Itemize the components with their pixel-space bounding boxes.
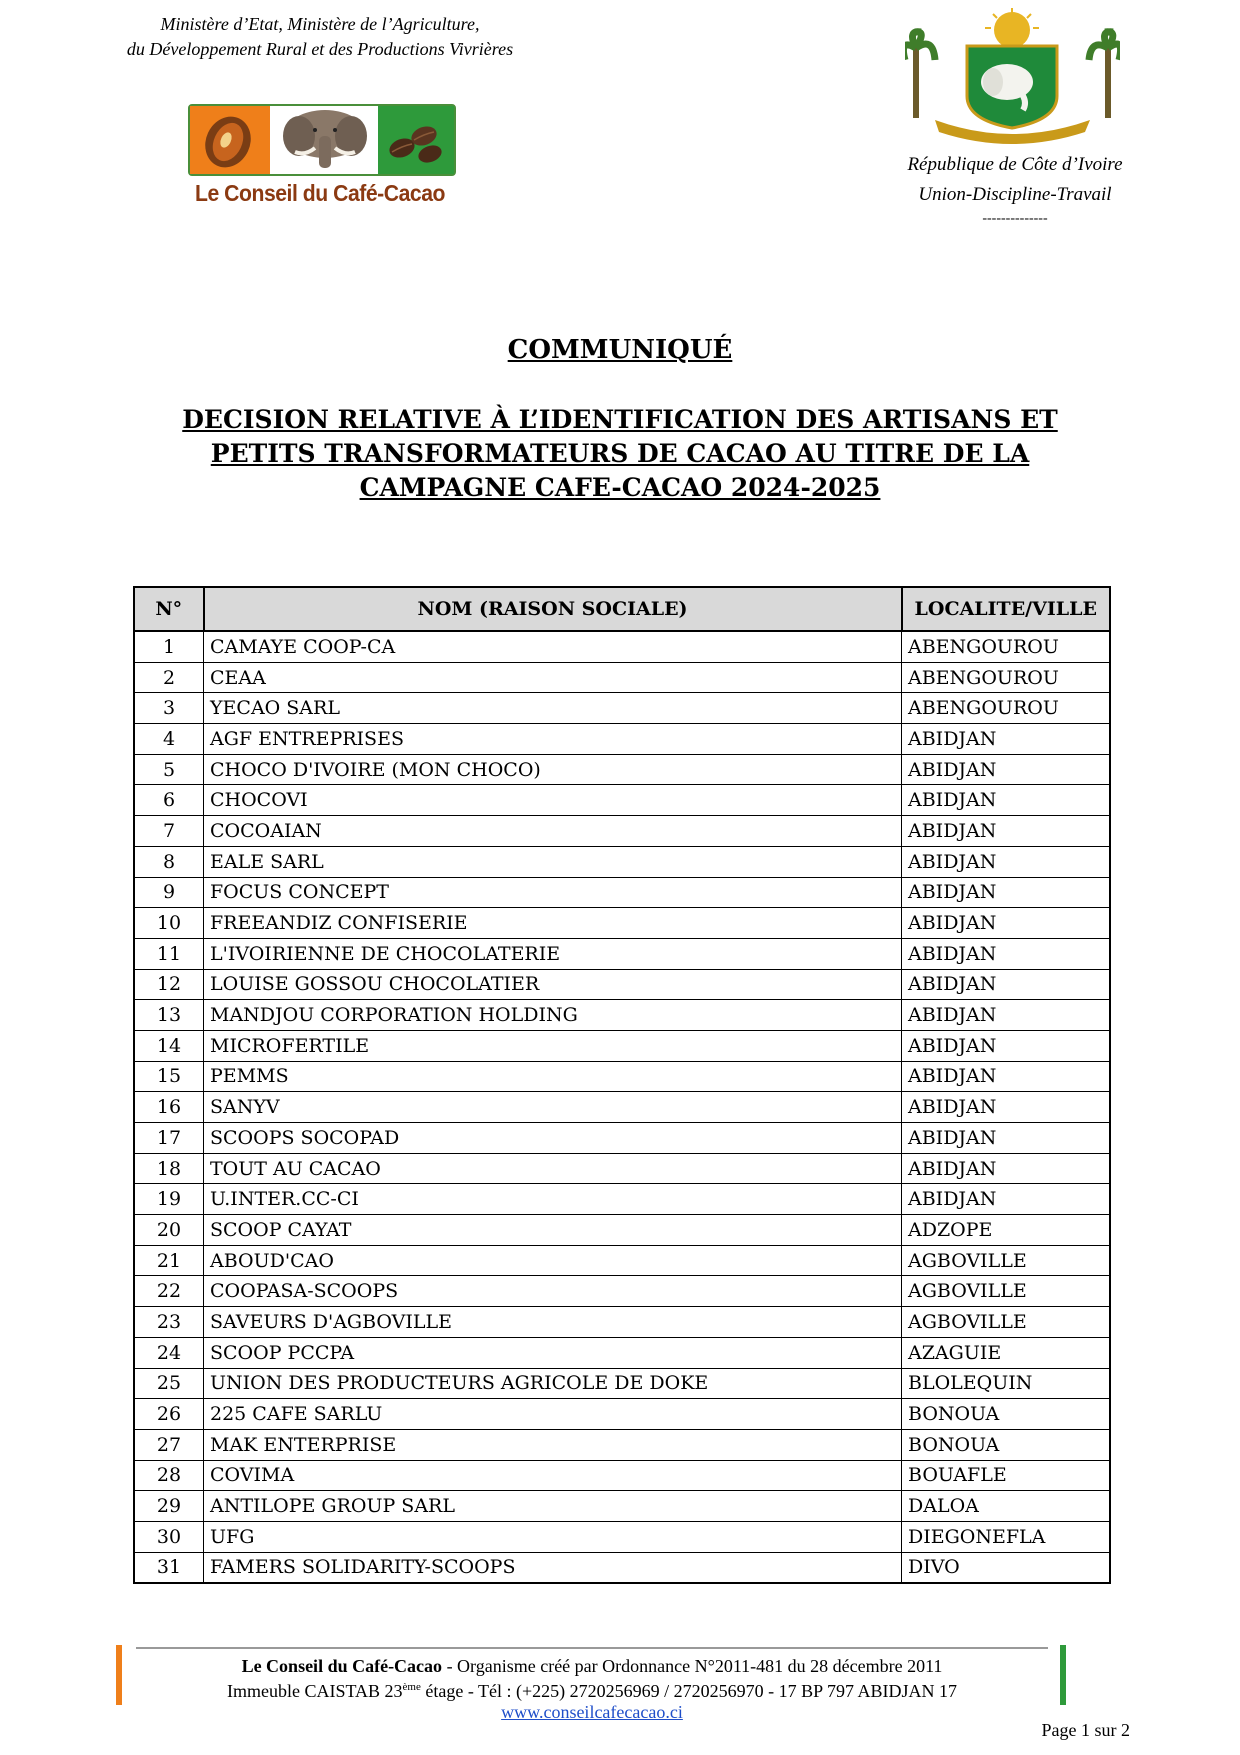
row-name: FOCUS CONCEPT (204, 877, 902, 908)
row-locality: AGBOVILLE (902, 1276, 1111, 1307)
row-number: 23 (134, 1307, 204, 1338)
table-row (134, 1337, 1110, 1368)
table-row (134, 938, 1110, 969)
table-row (134, 908, 1110, 939)
row-locality: ABIDJAN (902, 1061, 1111, 1092)
row-name: UFG (204, 1521, 902, 1552)
row-locality: ABIDJAN (902, 938, 1111, 969)
row-locality: AZAGUIE (902, 1337, 1111, 1368)
table-row (134, 1030, 1110, 1061)
table-row (134, 754, 1110, 785)
row-name: CHOCO D'IVOIRE (MON CHOCO) (204, 754, 902, 785)
table-row (134, 969, 1110, 1000)
logo-name: Le Conseil du Café-Cacao (194, 180, 445, 206)
page-number: Page 1 sur 2 (1041, 1720, 1130, 1740)
row-name: COOPASA-SCOOPS (204, 1276, 902, 1307)
row-name: 225 CAFE SARLU (204, 1399, 902, 1430)
table-row (134, 1000, 1110, 1031)
footer-accent-left (116, 1645, 122, 1705)
table-row (134, 1552, 1110, 1583)
footer-address-sup: ème (402, 1681, 421, 1693)
row-number: 18 (134, 1153, 204, 1184)
row-number: 9 (134, 877, 204, 908)
footer-org-name: Le Conseil du Café-Cacao (241, 1656, 443, 1676)
row-name: MICROFERTILE (204, 1030, 902, 1061)
row-locality: DIEGONEFLA (902, 1521, 1111, 1552)
row-locality: DIVO (902, 1552, 1111, 1583)
row-locality: ABIDJAN (902, 1000, 1111, 1031)
table-row (134, 1521, 1110, 1552)
table-row (134, 1153, 1110, 1184)
row-number: 7 (134, 816, 204, 847)
row-name: CEAA (204, 662, 902, 693)
row-number: 16 (134, 1092, 204, 1123)
row-locality: BLOLEQUIN (902, 1368, 1111, 1399)
row-name: MAK ENTERPRISE (204, 1429, 902, 1460)
table-row (134, 877, 1110, 908)
row-name: U.INTER.CC-CI (204, 1184, 902, 1215)
row-number: 12 (134, 969, 204, 1000)
row-number: 25 (134, 1368, 204, 1399)
row-name: YECAO SARL (204, 693, 902, 724)
table-row (134, 785, 1110, 816)
row-locality: ABIDJAN (902, 816, 1111, 847)
row-name: FREEANDIZ CONFISERIE (204, 908, 902, 939)
footer (136, 1656, 1048, 1723)
table-header-row (134, 587, 1110, 631)
row-number: 14 (134, 1030, 204, 1061)
row-number: 21 (134, 1245, 204, 1276)
republic-motto: Union-Discipline-Travail (918, 184, 1112, 205)
row-name: EALE SARL (204, 846, 902, 877)
ministry-line-1: Ministère d’Etat, Ministère de l’Agriculture, (160, 14, 480, 34)
table-row (134, 1184, 1110, 1215)
table-row (134, 1061, 1110, 1092)
row-number: 17 (134, 1123, 204, 1154)
row-locality: ABIDJAN (902, 1030, 1111, 1061)
row-name: PEMMS (204, 1061, 902, 1092)
row-name: AGF ENTREPRISES (204, 724, 902, 755)
row-name: SANYV (204, 1092, 902, 1123)
row-locality: ABENGOUROU (902, 662, 1111, 693)
row-number: 24 (134, 1337, 204, 1368)
row-name: ABOUD'CAO (204, 1245, 902, 1276)
row-locality: BONOUA (902, 1429, 1111, 1460)
elephant-icon (275, 106, 375, 174)
col-header-locality: LOCALITE/VILLE (902, 587, 1111, 631)
table-row (134, 1460, 1110, 1491)
table-row (134, 1429, 1110, 1460)
table-row (134, 1123, 1110, 1154)
ministry-line-2: du Développement Rural et des Productions Vivrières (126, 39, 514, 59)
row-locality: ABIDJAN (902, 877, 1111, 908)
row-name: LOUISE GOSSOU CHOCOLATIER (204, 969, 902, 1000)
row-number: 13 (134, 1000, 204, 1031)
row-number: 1 (134, 631, 204, 662)
row-locality: BONOUA (902, 1399, 1111, 1430)
col-header-name: NOM (RAISON SOCIALE) (204, 587, 902, 631)
row-number: 19 (134, 1184, 204, 1215)
page-title: COMMUNIQUÉ (507, 335, 733, 365)
row-name: ANTILOPE GROUP SARL (204, 1491, 902, 1522)
row-locality: ABIDJAN (902, 754, 1111, 785)
row-name: CHOCOVI (204, 785, 902, 816)
artisans-table (133, 586, 1111, 1584)
col-header-number: N° (134, 587, 204, 631)
row-locality: ABIDJAN (902, 1123, 1111, 1154)
row-number: 5 (134, 754, 204, 785)
table-row (134, 816, 1110, 847)
footer-line-2 (136, 1677, 1048, 1702)
row-number: 20 (134, 1215, 204, 1246)
row-locality: ABIDJAN (902, 1153, 1111, 1184)
coffee-beans-icon (378, 106, 454, 174)
row-locality: ABIDJAN (902, 908, 1111, 939)
row-name: TOUT AU CACAO (204, 1153, 902, 1184)
row-name: SAVEURS D'AGBOVILLE (204, 1307, 902, 1338)
row-number: 6 (134, 785, 204, 816)
row-locality: BOUAFLE (902, 1460, 1111, 1491)
table-row (134, 724, 1110, 755)
cocoa-pod-icon (190, 106, 270, 174)
row-name: MANDJOU CORPORATION HOLDING (204, 1000, 902, 1031)
row-locality: ABIDJAN (902, 1092, 1111, 1123)
footer-line-1 (136, 1656, 1048, 1677)
decision-line-1: DECISION RELATIVE À L’IDENTIFICATION DES ARTISANS ET (182, 405, 1058, 434)
table-row (134, 846, 1110, 877)
republic-name: République de Côte d’Ivoire (907, 154, 1123, 175)
row-number: 8 (134, 846, 204, 877)
row-name: FAMERS SOLIDARITY-SCOOPS (204, 1552, 902, 1583)
row-name: L'IVOIRIENNE DE CHOCOLATERIE (204, 938, 902, 969)
row-number: 3 (134, 693, 204, 724)
row-locality: ABIDJAN (902, 846, 1111, 877)
website-link[interactable]: www.conseilcafecacao.ci (501, 1702, 683, 1722)
conseil-logo (170, 98, 455, 226)
separator: -------------- (982, 211, 1048, 226)
table-row (134, 1215, 1110, 1246)
row-name: SCOOP PCCPA (204, 1337, 902, 1368)
ministry-header (95, 12, 545, 62)
row-locality: ADZOPE (902, 1215, 1111, 1246)
table-row (134, 1491, 1110, 1522)
row-number: 22 (134, 1276, 204, 1307)
decision-title (120, 403, 1120, 505)
row-number: 27 (134, 1429, 204, 1460)
row-locality: ABIDJAN (902, 1184, 1111, 1215)
decision-line-3: CAMPAGNE CAFE-CACAO 2024-2025 (359, 473, 881, 502)
row-number: 4 (134, 724, 204, 755)
table-body (134, 631, 1110, 1583)
table-row (134, 662, 1110, 693)
row-number: 31 (134, 1552, 204, 1583)
row-number: 29 (134, 1491, 204, 1522)
coat-of-arms-icon (905, 8, 1120, 148)
row-number: 10 (134, 908, 204, 939)
footer-org-desc: - Organisme créé par Ordonnance N°2011-481 du 28 décembre 2011 (442, 1656, 943, 1676)
table-row (134, 1399, 1110, 1430)
row-locality: ABIDJAN (902, 785, 1111, 816)
table-row (134, 1368, 1110, 1399)
row-locality: ABENGOUROU (902, 631, 1111, 662)
footer-divider (136, 1647, 1048, 1649)
footer-line-3 (136, 1702, 1048, 1723)
row-number: 30 (134, 1521, 204, 1552)
row-name: COCOAIAN (204, 816, 902, 847)
footer-address-pre: Immeuble CAISTAB 23 (227, 1681, 403, 1701)
row-locality: ABIDJAN (902, 969, 1111, 1000)
row-locality: ABENGOUROU (902, 693, 1111, 724)
table-row (134, 1092, 1110, 1123)
row-number: 28 (134, 1460, 204, 1491)
row-locality: AGBOVILLE (902, 1245, 1111, 1276)
row-name: CAMAYE COOP-CA (204, 631, 902, 662)
row-name: UNION DES PRODUCTEURS AGRICOLE DE DOKE (204, 1368, 902, 1399)
republic-header (880, 150, 1150, 228)
row-number: 15 (134, 1061, 204, 1092)
row-number: 26 (134, 1399, 204, 1430)
table-row (134, 1276, 1110, 1307)
row-locality: ABIDJAN (902, 724, 1111, 755)
table-row (134, 1307, 1110, 1338)
row-number: 11 (134, 938, 204, 969)
footer-address-post: étage - Tél : (+225) 2720256969 / 2720256970 - 17 BP 797 ABIDJAN 17 (420, 1681, 957, 1701)
row-name: SCOOP CAYAT (204, 1215, 902, 1246)
row-locality: DALOA (902, 1491, 1111, 1522)
row-name: COVIMA (204, 1460, 902, 1491)
row-name: SCOOPS SOCOPAD (204, 1123, 902, 1154)
table-row (134, 1245, 1110, 1276)
row-locality: AGBOVILLE (902, 1307, 1111, 1338)
footer-accent-right (1060, 1645, 1066, 1705)
table-row (134, 693, 1110, 724)
decision-line-2: PETITS TRANSFORMATEURS DE CACAO AU TITRE DE LA (210, 439, 1030, 468)
table-row (134, 631, 1110, 662)
row-number: 2 (134, 662, 204, 693)
